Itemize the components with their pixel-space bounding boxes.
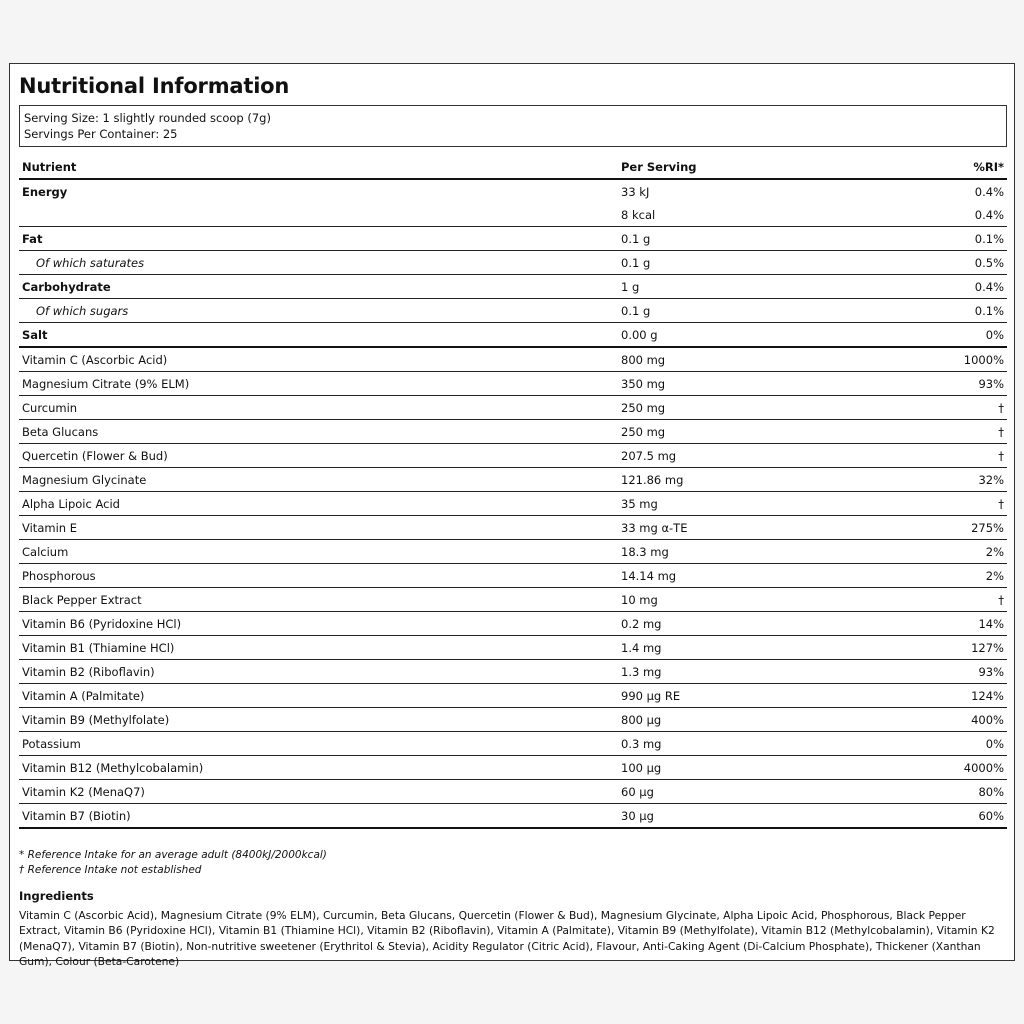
nutrient-ri: 2% bbox=[866, 564, 1007, 588]
nutrient-name: Energy bbox=[22, 184, 68, 199]
table-row bbox=[19, 299, 1007, 323]
nutrient-value: 100 µg bbox=[618, 756, 866, 780]
nutrient-name: Vitamin B2 (Riboflavin) bbox=[19, 660, 618, 684]
nutrient-name: Of which sugars bbox=[19, 299, 618, 323]
nutrient-ri: 0.4% bbox=[974, 184, 1004, 199]
nutrient-ri: 80% bbox=[866, 780, 1007, 804]
nutrient-ri: † bbox=[866, 420, 1007, 444]
nutrient-ri: 2% bbox=[866, 540, 1007, 564]
nutrient-value: 33 kJ bbox=[621, 184, 650, 199]
nutrient-ri: 0% bbox=[866, 732, 1007, 756]
table-row bbox=[19, 564, 1007, 588]
table-row bbox=[19, 612, 1007, 636]
table-row bbox=[19, 684, 1007, 708]
nutrient-ri: † bbox=[866, 444, 1007, 468]
table-row-energy-kj bbox=[19, 179, 1007, 203]
table-row bbox=[19, 323, 1007, 348]
table-row bbox=[19, 251, 1007, 275]
footnotes bbox=[19, 848, 327, 878]
table-row bbox=[19, 756, 1007, 780]
table-row bbox=[19, 372, 1007, 396]
serving-size: Serving Size: 1 slightly rounded scoop (7g) bbox=[24, 111, 271, 125]
nutrient-ri: 14% bbox=[866, 612, 1007, 636]
nutrient-ri: 4000% bbox=[866, 756, 1007, 780]
table-row bbox=[19, 275, 1007, 299]
table-row-energy-kcal bbox=[19, 203, 1007, 227]
table-row bbox=[19, 660, 1007, 684]
page-title: Nutritional Information bbox=[19, 74, 290, 98]
nutrient-ri: 1000% bbox=[866, 347, 1007, 372]
footnote-not-established: † Reference Intake not established bbox=[19, 864, 202, 876]
serving-info-box bbox=[19, 105, 1007, 147]
footnote-ri: * Reference Intake for an average adult (8400kJ/2000kcal) bbox=[19, 849, 327, 861]
table-row bbox=[19, 227, 1007, 251]
nutrient-name: Carbohydrate bbox=[19, 275, 618, 299]
nutrient-value: 10 mg bbox=[618, 588, 866, 612]
table-row bbox=[19, 396, 1007, 420]
nutrient-ri: 0.1% bbox=[866, 227, 1007, 251]
nutrient-value: 18.3 mg bbox=[618, 540, 866, 564]
table-row bbox=[19, 347, 1007, 372]
nutrient-ri: † bbox=[866, 492, 1007, 516]
nutrient-ri: 93% bbox=[866, 372, 1007, 396]
nutrient-name: Vitamin B7 (Biotin) bbox=[19, 804, 618, 829]
nutrient-value: 1 g bbox=[618, 275, 866, 299]
nutrient-value: 1.4 mg bbox=[618, 636, 866, 660]
nutrient-name: Vitamin B6 (Pyridoxine HCl) bbox=[19, 612, 618, 636]
table-row bbox=[19, 780, 1007, 804]
nutrient-ri: 127% bbox=[866, 636, 1007, 660]
header-ri: %RI* bbox=[866, 156, 1007, 179]
nutrient-name: Alpha Lipoic Acid bbox=[19, 492, 618, 516]
header-nutrient: Nutrient bbox=[19, 156, 618, 179]
table-row bbox=[19, 516, 1007, 540]
nutrient-ri: 0.5% bbox=[866, 251, 1007, 275]
nutrient-name: Calcium bbox=[19, 540, 618, 564]
nutrient-value: 0.00 g bbox=[618, 323, 866, 348]
nutrient-ri: 0.4% bbox=[866, 203, 1007, 227]
nutrient-name: Vitamin C (Ascorbic Acid) bbox=[19, 347, 618, 372]
nutrient-value: 990 µg RE bbox=[618, 684, 866, 708]
nutrient-name: Curcumin bbox=[19, 396, 618, 420]
nutrient-value: 33 mg α-TE bbox=[618, 516, 866, 540]
nutrient-ri: 124% bbox=[866, 684, 1007, 708]
nutrient-value: 1.3 mg bbox=[618, 660, 866, 684]
table-row bbox=[19, 492, 1007, 516]
nutrient-value: 250 mg bbox=[618, 420, 866, 444]
nutrient-ri: † bbox=[866, 588, 1007, 612]
nutrient-value: 0.2 mg bbox=[618, 612, 866, 636]
nutrient-name: Vitamin E bbox=[19, 516, 618, 540]
nutrient-name: Fat bbox=[19, 227, 618, 251]
nutrient-value: 800 mg bbox=[618, 347, 866, 372]
table-row bbox=[19, 468, 1007, 492]
nutrient-name: Beta Glucans bbox=[19, 420, 618, 444]
nutrient-ri: 93% bbox=[866, 660, 1007, 684]
nutrient-value: 14.14 mg bbox=[618, 564, 866, 588]
nutrition-panel bbox=[9, 63, 1015, 969]
table-row bbox=[19, 588, 1007, 612]
nutrient-name: Black Pepper Extract bbox=[19, 588, 618, 612]
nutrient-name: Magnesium Glycinate bbox=[19, 468, 618, 492]
nutrient-value: 121.86 mg bbox=[618, 468, 866, 492]
table-header-row bbox=[19, 156, 1007, 179]
table-row bbox=[19, 444, 1007, 468]
nutrient-name: Potassium bbox=[19, 732, 618, 756]
nutrient-ri: 60% bbox=[866, 804, 1007, 829]
nutrient-name: Salt bbox=[19, 323, 618, 348]
nutrient-value: 0.3 mg bbox=[618, 732, 866, 756]
nutrient-value: 60 µg bbox=[618, 780, 866, 804]
nutrient-name: Magnesium Citrate (9% ELM) bbox=[19, 372, 618, 396]
nutrient-value: 0.1 g bbox=[618, 299, 866, 323]
nutrient-value: 8 kcal bbox=[618, 203, 866, 227]
table-row bbox=[19, 636, 1007, 660]
table-row bbox=[19, 540, 1007, 564]
nutrient-name: Quercetin (Flower & Bud) bbox=[19, 444, 618, 468]
nutrient-name: Phosphorous bbox=[19, 564, 618, 588]
nutrient-value: 35 mg bbox=[618, 492, 866, 516]
nutrient-ri: 0.4% bbox=[866, 275, 1007, 299]
nutrient-name: Vitamin B1 (Thiamine HCl) bbox=[19, 636, 618, 660]
nutrient-ri: 275% bbox=[866, 516, 1007, 540]
nutrient-value: 0.1 g bbox=[618, 227, 866, 251]
nutrition-table bbox=[19, 156, 1007, 829]
nutrient-ri: 400% bbox=[866, 708, 1007, 732]
table-row bbox=[19, 708, 1007, 732]
nutrient-name: Of which saturates bbox=[19, 251, 618, 275]
nutrient-value: 30 µg bbox=[618, 804, 866, 829]
header-per-serving: Per Serving bbox=[618, 156, 866, 179]
nutrient-name: Vitamin B9 (Methylfolate) bbox=[19, 708, 618, 732]
nutrient-value: 800 µg bbox=[618, 708, 866, 732]
nutrient-ri: 0.1% bbox=[866, 299, 1007, 323]
nutrient-value: 350 mg bbox=[618, 372, 866, 396]
nutrient-value: 250 mg bbox=[618, 396, 866, 420]
ingredients-heading: Ingredients bbox=[19, 889, 94, 903]
nutrient-ri: † bbox=[866, 396, 1007, 420]
nutrient-value: 207.5 mg bbox=[618, 444, 866, 468]
table-row bbox=[19, 420, 1007, 444]
table-row bbox=[19, 804, 1007, 829]
nutrient-name: Vitamin K2 (MenaQ7) bbox=[19, 780, 618, 804]
ingredients-text: Vitamin C (Ascorbic Acid), Magnesium Citrate (9% ELM), Curcumin, Beta Glucans, Quercetin (Flower & Bud), Magnesium Glycinate, Alpha Lipoic Acid, Phosphorous, Black Pepper Extract, Vitamin B6 (Pyridoxine HCl), Vitamin B1 (Thiamine HCl), Vitamin B2 (Riboflavin), Vitamin A (Palmitate), Vitamin B9 (Methylfolate), Vitamin B12 (Methylcobalamin), Vitamin K2 (MenaQ7), Vitamin B7 (Biotin), Non-nutritive sweetener (Erythritol & Stevia), Acidity Regulator (Citric Acid), Flavour, Anti-Caking Agent (Di-Calcium Phosphate), Thickener (Xanthan Gum), Colour (Beta-Carotene) bbox=[19, 909, 995, 969]
table-row bbox=[19, 732, 1007, 756]
nutrient-name-empty bbox=[19, 203, 618, 227]
nutrient-name: Vitamin A (Palmitate) bbox=[19, 684, 618, 708]
nutrient-ri: 0% bbox=[866, 323, 1007, 348]
nutrient-ri: 32% bbox=[866, 468, 1007, 492]
nutrient-value: 0.1 g bbox=[618, 251, 866, 275]
nutrient-name: Vitamin B12 (Methylcobalamin) bbox=[19, 756, 618, 780]
servings-per-container: Servings Per Container: 25 bbox=[24, 127, 178, 141]
